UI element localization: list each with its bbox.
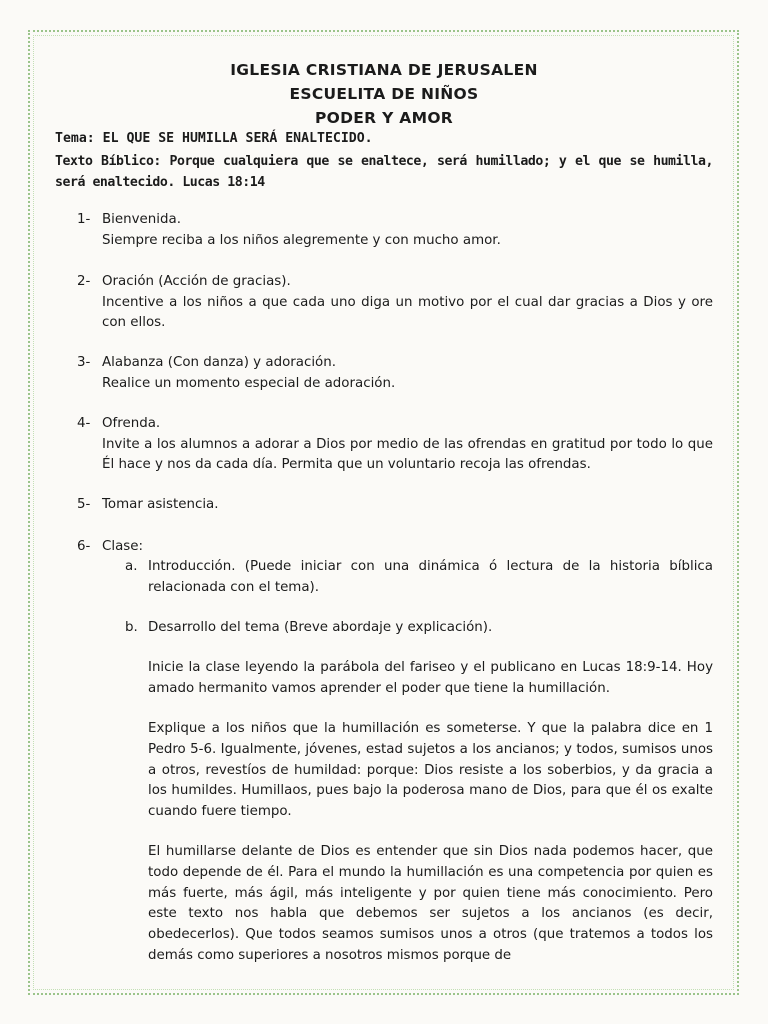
item-number: 1- — [77, 212, 91, 227]
item-title: Clase: — [102, 539, 144, 554]
item-title: Alabanza (Con danza) y adoración. — [102, 355, 336, 370]
item-title: Tomar asistencia. — [102, 497, 219, 512]
paragraph-1: Inicie la clase leyendo la parábola del fariseo y el publicano en Lucas 18:9-14. Hoy amado hermanito vamos aprender el poder que tiene la humillación. — [148, 660, 713, 696]
sub-item-letter: b. — [125, 620, 138, 635]
item-body: Siempre reciba a los niños alegremente y con mucho amor. — [102, 232, 501, 248]
sub-item-text: Desarrollo del tema (Breve abordaje y explicación). — [148, 620, 493, 635]
sub-item-letter: a. — [125, 559, 138, 574]
sub-item-text: Introducción. (Puede iniciar con una dinámica ó lectura de la historia bíblica relacionada con el tema). — [148, 559, 713, 595]
item-body: Incentive a los niños a que cada uno diga un motivo por el cual dar gracias a Dios y ore con ellos. — [102, 294, 713, 330]
church-title: IGLESIA CRISTIANA DE JERUSALEN — [230, 61, 538, 79]
item-body: Realice un momento especial de adoración. — [102, 375, 396, 391]
texto-biblico: Texto Bíblico: Porque cualquiera que se enaltece, será humillado; y el que se humilla, será enaltecido. Lucas 18:14 — [55, 154, 713, 190]
item-body: Invite a los alumnos a adorar a Dios por medio de las ofrendas en gratitud por todo lo que Él hace y nos da cada día. Permita que un voluntario recoja las ofrendas. — [102, 436, 713, 472]
item-number: 2- — [77, 274, 91, 289]
paragraph-3: El humillarse delante de Dios es entender que sin Dios nada podemos hacer, que todo depende de él. Para el mundo la humillación es una competencia por quien es más fuerte, más ágil, más inteligente y por quien tiene más conocimiento. Pero este texto nos habla que debemos ser sujetos a los ancianos (es decir, obedecerlos). Que todos seamos sumisos unos a otros (que tratemos a todos los demás como superiores a nosotros mismos porque de — [148, 844, 713, 963]
item-number: 5- — [77, 497, 91, 512]
item-number: 4- — [77, 416, 91, 431]
tema-line: Tema: EL QUE SE HUMILLA SERÁ ENALTECIDO. — [55, 131, 373, 146]
school-title: ESCUELITA DE NIÑOS — [289, 85, 479, 103]
item-title: Ofrenda. — [102, 416, 161, 431]
item-title: Oración (Acción de gracias). — [102, 274, 291, 289]
item-title: Bienvenida. — [102, 212, 181, 227]
item-number: 3- — [77, 355, 91, 370]
item-number: 6- — [77, 539, 91, 554]
lesson-title: PODER Y AMOR — [314, 109, 454, 127]
paragraph-2: Explique a los niños que la humillación es someterse. Y que la palabra dice en 1 Pedro 5-6. Igualmente, jóvenes, estad sujetos a los ancianos; y todos, sumisos unos a otros, revestíos de humildad: porque: Dios resiste a los soberbios, y da gracia a los humildes. Humillaos, pues bajo la poderosa mano de Dios, para que él os exalte cuando fuere tiempo. — [148, 721, 713, 820]
